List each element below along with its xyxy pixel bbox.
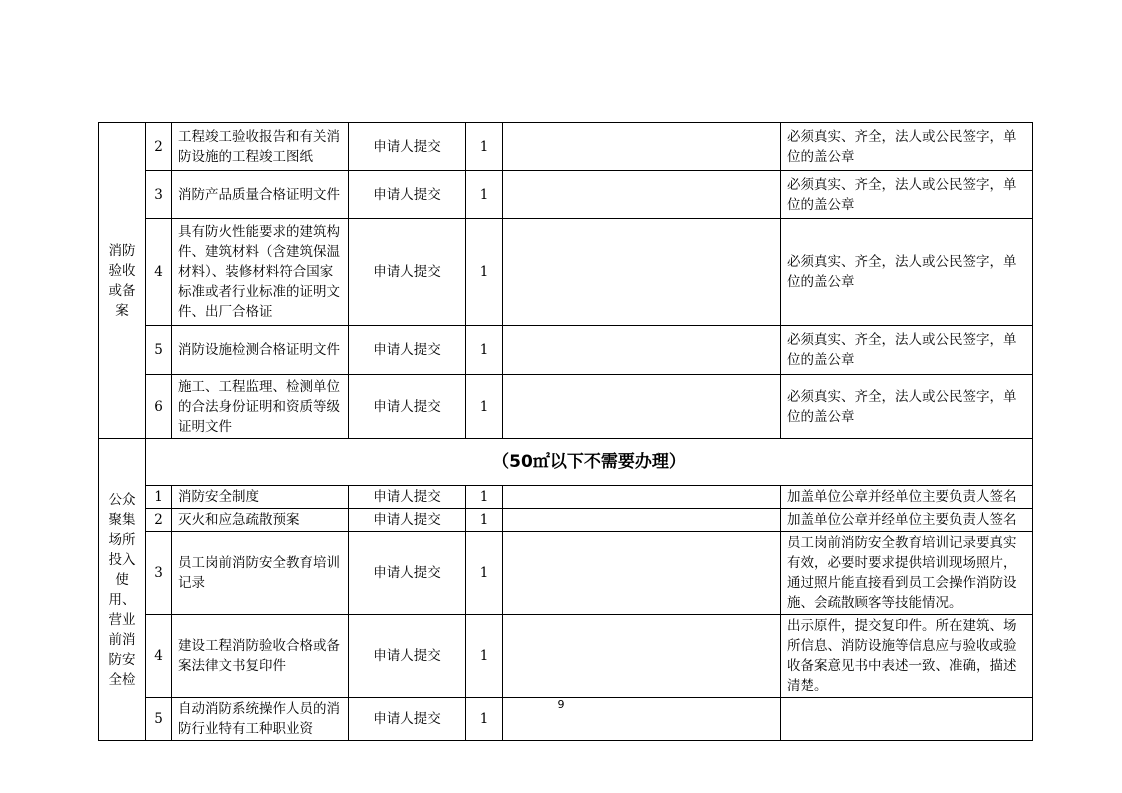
item-number: 2 [146, 509, 172, 532]
copies: 1 [466, 532, 503, 615]
material-name: 建设工程消防验收合格或备案法律文书复印件 [172, 615, 349, 698]
requirement: 必须真实、齐全，法人或公民签字，单位的盖公章 [781, 123, 1033, 171]
item-number: 4 [146, 219, 172, 326]
submitter: 申请人提交 [349, 219, 466, 326]
item-number: 2 [146, 123, 172, 171]
item-number: 4 [146, 615, 172, 698]
requirement: 加盖单位公章并经单位主要负责人签名 [781, 486, 1033, 509]
copies: 1 [466, 698, 503, 741]
requirement: 必须真实、齐全，法人或公民签字，单位的盖公章 [781, 219, 1033, 326]
blank-cell [503, 375, 781, 439]
banner-cell [146, 439, 1033, 486]
copies: 1 [466, 326, 503, 375]
submitter: 申请人提交 [349, 486, 466, 509]
category-cell: 公众聚集场所投入使用、营业前消防安全检 [99, 439, 146, 741]
submitter: 申请人提交 [349, 532, 466, 615]
copies: 1 [466, 615, 503, 698]
copies: 1 [466, 486, 503, 509]
copies: 1 [466, 219, 503, 326]
blank-cell [503, 123, 781, 171]
requirement: 出示原件，提交复印件。所在建筑、场所信息、消防设施等信息应与验收或验收备案意见书中表述一致、准确，描述清楚。 [781, 615, 1033, 698]
blank-cell [503, 219, 781, 326]
table-row [99, 326, 1033, 375]
table-row [99, 171, 1033, 219]
page-number: 9 [557, 698, 565, 711]
submitter: 申请人提交 [349, 375, 466, 439]
material-name: 消防产品质量合格证明文件 [172, 171, 349, 219]
requirement: 员工岗前消防安全教育培训记录要真实有效，必要时要求提供培训现场照片，通过照片能直接看到员工会操作消防设施、会疏散顾客等技能情况。 [781, 532, 1033, 615]
material-name: 施工、工程监理、检测单位的合法身份证明和资质等级证明文件 [172, 375, 349, 439]
item-number: 6 [146, 375, 172, 439]
requirement: 必须真实、齐全，法人或公民签字，单位的盖公章 [781, 375, 1033, 439]
table-row [99, 375, 1033, 439]
blank-cell [503, 532, 781, 615]
blank-cell [503, 509, 781, 532]
submitter: 申请人提交 [349, 615, 466, 698]
exemption-banner: （50㎡以下不需要办理） [492, 451, 686, 472]
item-number: 3 [146, 171, 172, 219]
blank-cell [503, 326, 781, 375]
copies: 1 [466, 375, 503, 439]
copies: 1 [466, 123, 503, 171]
submitter: 申请人提交 [349, 123, 466, 171]
table-row [99, 615, 1033, 698]
requirement: 必须真实、齐全，法人或公民签字，单位的盖公章 [781, 326, 1033, 375]
table-row [99, 123, 1033, 171]
submitter: 申请人提交 [349, 326, 466, 375]
copies: 1 [466, 171, 503, 219]
submitter: 申请人提交 [349, 698, 466, 741]
copies: 1 [466, 509, 503, 532]
material-name: 员工岗前消防安全教育培训记录 [172, 532, 349, 615]
material-name: 消防安全制度 [172, 486, 349, 509]
table-row [99, 532, 1033, 615]
material-name: 自动消防系统操作人员的消防行业特有工种职业资 [172, 698, 349, 741]
table-row [99, 439, 1033, 486]
requirement: 加盖单位公章并经单位主要负责人签名 [781, 509, 1033, 532]
material-name: 灭火和应急疏散预案 [172, 509, 349, 532]
item-number: 1 [146, 486, 172, 509]
table-row [99, 509, 1033, 532]
table-row [99, 219, 1033, 326]
material-name: 消防设施检测合格证明文件 [172, 326, 349, 375]
category-cell: 消防验收或备案 [99, 123, 146, 439]
item-number: 5 [146, 698, 172, 741]
requirement: 必须真实、齐全，法人或公民签字，单位的盖公章 [781, 171, 1033, 219]
blank-cell [503, 615, 781, 698]
materials-table [98, 122, 1033, 741]
item-number: 5 [146, 326, 172, 375]
table-row [99, 486, 1033, 509]
submitter: 申请人提交 [349, 509, 466, 532]
material-name: 工程竣工验收报告和有关消防设施的工程竣工图纸 [172, 123, 349, 171]
material-name: 具有防火性能要求的建筑构件、建筑材料（含建筑保温材料）、装修材料符合国家标准或者行业标准的证明文件、出厂合格证 [172, 219, 349, 326]
blank-cell [503, 171, 781, 219]
submitter: 申请人提交 [349, 171, 466, 219]
item-number: 3 [146, 532, 172, 615]
blank-cell [503, 486, 781, 509]
